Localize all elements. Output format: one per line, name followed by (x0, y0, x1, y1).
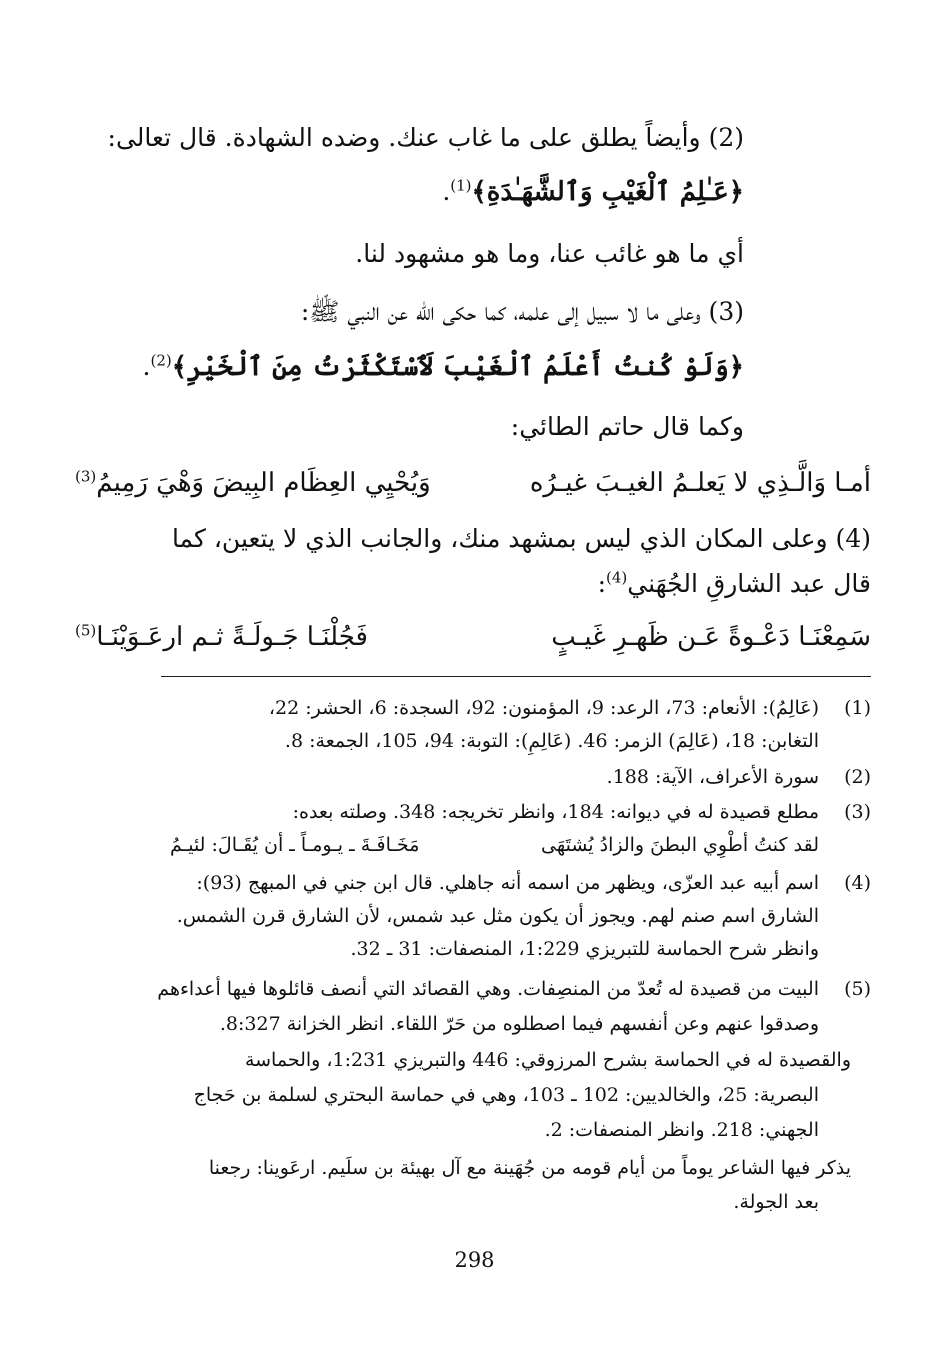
poem-verse-2-first-hemistich (551, 620, 871, 654)
paragraph-4-poet: قال عبد الشارقِ الجُهَني (627, 569, 871, 598)
footnote-4-number: (4) (844, 872, 871, 894)
paragraph-3-hatim (511, 410, 744, 444)
paragraph-4-text: (4) وعلى المكان الذي ليس بمشهد منك، والجانب الذي لا يتعين، كما (171, 524, 871, 553)
punctuation: . (142, 352, 151, 381)
paragraph-4-line-2 (598, 567, 871, 601)
poem-verse-1-first-hemistich (530, 466, 871, 500)
footnote-1-number: (1) (844, 697, 871, 719)
footnote-4-line-2: الشارق اسم صنم لهم. ويجوز أن يكون مثل عبد شمس، لأن الشارق قرن الشمس. (176, 905, 819, 927)
verse-1-second-text: وَيُحْيِي العِظَام البِيضَ وَهْيَ رَمِيمُ (96, 468, 431, 498)
footnote-5-line-3: والقصيدة له في الحماسة بشرح المرزوقي: 446 والتبريزي 1:231، والحماسة (244, 1049, 851, 1071)
footnote-2-line-1: سورة الأعراف، الآية: 188. (606, 766, 819, 788)
poem-verse-2-second-hemistich (75, 620, 368, 654)
paragraph-4-line-1 (75, 522, 871, 556)
footnote-ref-2: (2) (150, 351, 172, 370)
footnote-4-line-1: اسم أبيه عبد العزّى، ويظهر من اسمه أنه جاهلي. قال ابن جني في المبهج (93): (196, 872, 819, 894)
footnote-3-verse-first-text: لقد كنتُ أطْوِي البطنَ والزادُ يُشتَهَى (541, 834, 819, 856)
footnote-ref-5: (5) (75, 621, 97, 640)
footnote-4-line-3: وانظر شرح الحماسة للتبريزي 1:229، المنصفات: 31 ـ 32. (350, 938, 819, 960)
footnote-ref-3: (3) (75, 467, 97, 486)
footnote-5-cont-2 (75, 1046, 851, 1075)
footnote-5-line-6: يذكر فيها الشاعر يوماً من أيام قومه من جُهَينة مع آل بهيئة بن سلَيم. ارعَوينا: رجعنا (208, 1157, 851, 1179)
quran-verse-1-text: ﴿عَـٰلِمُ ٱلْغَيْبِ وَٱلشَّهَـٰدَةِ﴾ (471, 177, 744, 207)
footnote-2-number: (2) (844, 766, 871, 788)
paragraph-3-text: (3) وعلى ما لا سبيل إلى علمه، كما حكى الله عن النبي ﷺ: (300, 297, 744, 326)
footnote-3-verse-second-text: مَخَـافَـةَ ـ يـومـاً ـ أن يُقَـالَ: لئيـمُ (170, 834, 420, 856)
quran-verse-1 (442, 175, 744, 209)
footnote-5-line-5: الجهني: 218. وانظر المنصفات: 2. (544, 1119, 819, 1141)
footnote-5-line-4: البصرية: 25، والخالديين: 102 ـ 103، وهي في حماسة البحتري لسلمة بن حَجاج (193, 1084, 819, 1106)
paragraph-2-line-3 (355, 237, 744, 271)
quran-verse-2 (143, 350, 745, 384)
footnote-5-line-7: بعد الجولة. (733, 1191, 819, 1213)
footnote-3-line-1: مطلع قصيدة له في ديوانه: 184، وانظر تخريجه: 348. وصلته بعده: (292, 801, 819, 823)
footnote-ref-1: (1) (450, 176, 472, 195)
footnote-1-line-2: التغابن: 18، (عَالِمَ) الزمر: 46. (عَالِمِ): التوبة: 94، 105، الجمعة: 8. (284, 730, 819, 752)
verse-2-first-text: سَمِعْنَـا دَعْـوةً عَـن ظَهـرِ غَيـبٍ (551, 622, 871, 652)
paragraph-2-text: (2) وأيضاً يطلق على ما غاب عنك. وضده الشهادة. قال تعالى: (107, 123, 744, 152)
footnote-3-verse-second (170, 831, 419, 860)
footnote-ref-4: (4) (606, 568, 628, 587)
footnote-3-number: (3) (844, 801, 871, 823)
punctuation: . (442, 177, 451, 206)
punctuation: : (597, 569, 607, 598)
hatim-intro: وكما قال حاتم الطائي: (510, 412, 744, 441)
footnote-1-line-1: (عَالِمُ): الأنعام: 73، الرعد: 9، المؤمنون: 92، السجدة: 6، الحشر: 22، (268, 697, 819, 719)
quran-verse-2-text: ﴿وَلَوْ كُنتُ أَعْلَمُ ٱلْغَيْبَ لَٱسْتَكْثَرْتُ مِنَ ٱلْخَيْرِ﴾ (171, 352, 744, 382)
footnote-5-line-2: وصدقوا عنهم وعن أنفسهم فيما اصطلوه من حَرّ اللقاء. انظر الخزانة 8:327. (219, 1013, 819, 1035)
footnote-5-cont-5 (75, 1154, 851, 1183)
footnote-5-line-1: البيت من قصيدة له تُعدّ من المنصِفات. وهي القصائد التي أنصف قائلوها فيها أعداءهم (157, 978, 819, 1000)
footnote-5-number: (5) (844, 978, 871, 1000)
paragraph-2-explanation: أي ما هو غائب عنا، وما هو مشهود لنا. (355, 239, 744, 268)
page-number: 298 (454, 1248, 495, 1272)
verse-1-first-text: أمـا وَالَّـذِي لا يَعلـمُ الغيـبَ غيـرُه (529, 468, 871, 498)
paragraph-2-line-1 (108, 121, 744, 155)
paragraph-3-line-1 (301, 295, 744, 329)
footnote-divider (161, 676, 871, 677)
poem-verse-1-second-hemistich (75, 466, 431, 500)
verse-2-second-text: فَجُلْنَـا جَـولَـةً ثـم ارعَـوَيْنَـا (96, 622, 368, 652)
footnote-3-verse-first (541, 831, 819, 860)
